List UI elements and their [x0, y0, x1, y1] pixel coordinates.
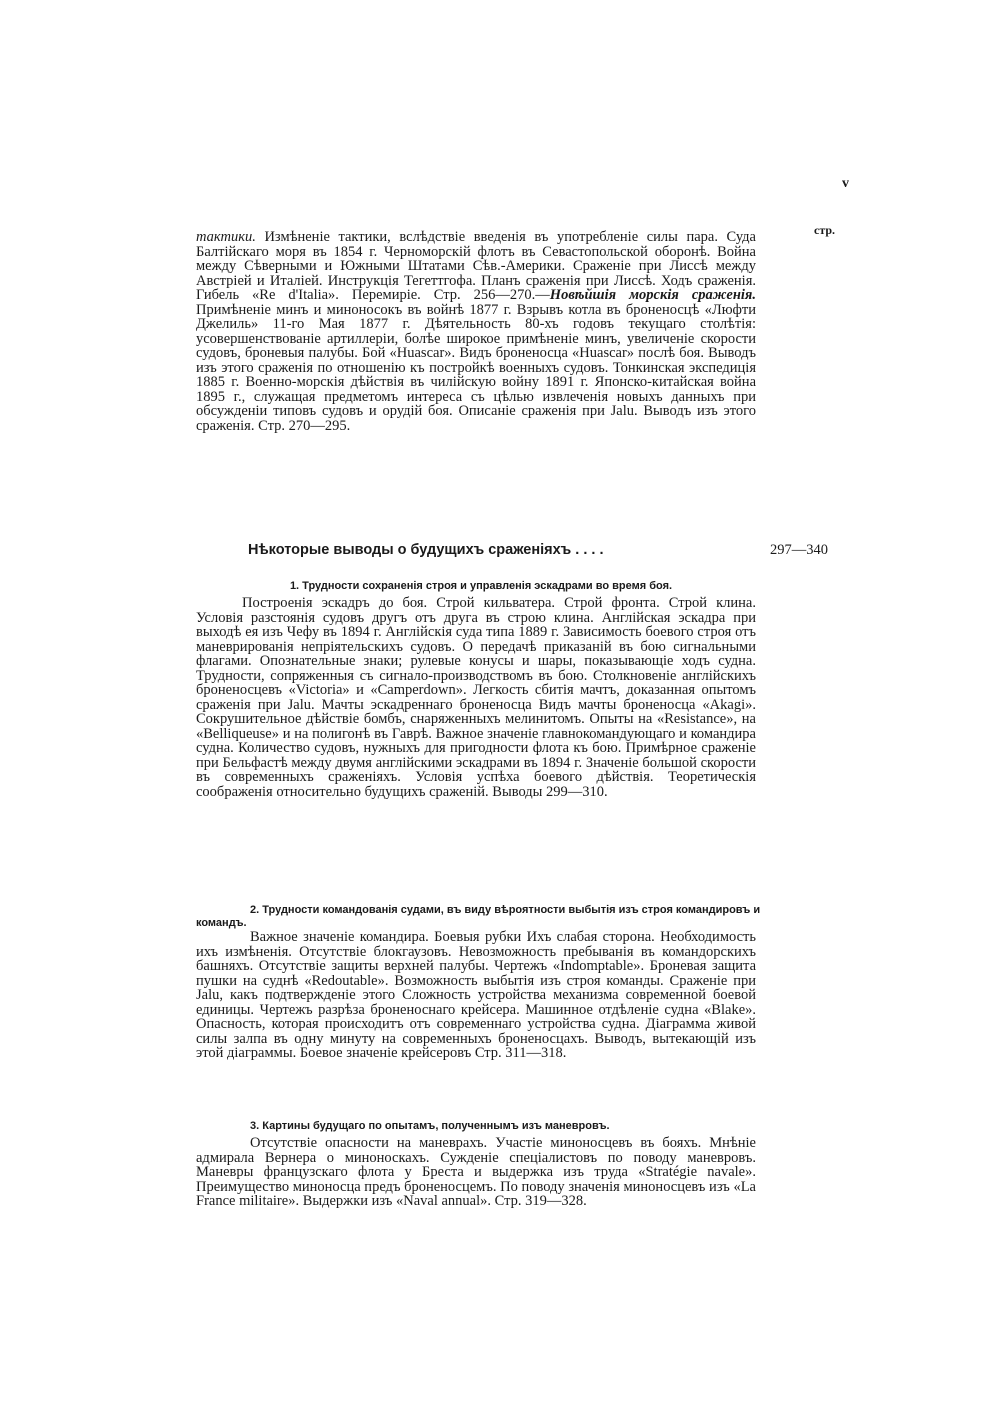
subsection-text-1: Построенія эскадръ до боя. Строй кильватера. Строй фронта. Строй клина. Условія разстоянія судовъ другъ отъ друга въ строю клина. Англійская эскадра при выходѣ ея изъ Чефу въ 1894 г. Англійскія суда типа 1889 г. Зависимость боевого строя отъ маневрированія непріятельскихъ судовъ. О передачѣ приказаній въ бою сигнальными флагами. Опознательные знаки; рулевые конусы и шары, показывающіе ходъ судна. Трудности, сопряженныя съ сигнало-производствомъ въ бою. Столкновеніе англійскихъ броненосцевъ «Victoria» и «Camperdown». Легкость сбитія мачтъ, доказанная опытомъ сраженія при Jalu. Мачты эскадреннаго броненосца Видъ мачты броненосца «Akagi». Сокрушительное дѣйствіе бомбъ, снаряженныхъ мелинитомъ. Опыты на «Resistance», на «Belliqueuse» и на полигонѣ въ Гаврѣ. Важное значеніе главнокомандующаго и командира судна. Количество судовъ, нужныхъ для пригодности флота къ бою. Примѣрное сраженіе при Бельфастѣ между двумя англійскими эскадрами въ 1894 г. Значеніе большой скорости въ современныхъ сраженіяхъ. Условія успѣха боевого дѣйствія. Теоретическія соображенія относительно будущихъ сраженій. Выводы 299—310.: [196, 595, 756, 800]
subsection-text-2: Важное значеніе командира. Боевыя рубки Ихъ слабая сторона. Необходимость ихъ измѣненія. Отсутствіе блокгаузовъ. Невозможность пребыванія въ командорскихъ башняхъ. Отсутствіе защиты верхней палубы. Чертежъ «Indomptable». Броневая защита пушки на суднѣ «Redoutable». Возможность выбытія изъ строя команды. Сраженіе при Jalu, какъ подтвержденіе этого Сложность устройства механизма современной боевой единицы. Чертежъ разрѣза броненоснаго крейсера. Машинное отдѣленіе судна «Blake». Опасность, которая происходитъ отъ современнаго устройства судна. Діаграмма живой силы залпа въ одну минуту на современныхъ броненосцахъ. Выводъ, вытекающій изъ этой діаграммы. Боевое значеніе крейсеровъ Стр. 311—318.: [196, 929, 756, 1061]
intro-emphasis: Новѣйшія морскія сраженія.: [549, 287, 756, 303]
intro-paragraph: [196, 230, 756, 433]
page-number: v: [842, 176, 849, 191]
subsection-heading-2: 2. Трудности командованія судами, въ виду вѣроятности выбытія изъ строя командировъ и командъ.: [196, 904, 761, 929]
subsection-text-3: Отсутствіе опасности на маневрахъ. Участіе миноносцевъ въ бояхъ. Мнѣніе адмирала Вернера о миноноскахъ. Сужденіе спеціалистовъ по поводу маневровъ. Маневры французскаго флота у Бреста и выдержка изъ труда «Stratégie navale». Преимущество миноносца предъ броненосцемъ. По поводу значенія миноносцевъ изъ «La France militaire». Выдержки изъ «Naval annual». Стр. 319—328.: [196, 1135, 756, 1209]
intro-text-a: Измѣненіе тактики, вслѣдствіе введенія въ употребленіе силы пара. Суда Балтійскаго моря въ 1854 г. Черноморскій флотъ въ Севастопольской оборонѣ. Война между Сѣверными и Южными Штатами Сѣв.-Америки. Сраженіе при Лиссѣ между Австріей и Италіей. Инструкція Тегеттгофа. Планъ сраженія при Лиссѣ. Ходъ сраженія. Гибель «Re d'Italia». Перемиріе. Стр. 256—270.—: [196, 229, 756, 303]
section-heading-row: [248, 542, 838, 558]
section-title: Нѣкоторые выводы о будущихъ сраженіяхъ . . . .: [248, 542, 604, 558]
intro-lead: тактики.: [196, 229, 256, 245]
page-column-label: стр.: [814, 223, 836, 237]
subsection-heading-1: 1. Трудности сохраненія строя и управленія эскадрами во время боя.: [289, 580, 673, 592]
subsection-heading-3: 3. Картины будущаго по опытамъ, полученнымъ изъ маневровъ.: [250, 1120, 610, 1132]
section-page-range: 297—340: [770, 542, 828, 558]
intro-text-b: Примѣненіе минъ и миноносокъ въ войнѣ 1877 г. Взрывъ котла въ броненосцѣ «Люфти Джелиль» 11-го Мая 1877 г. Дѣятельность 80-хъ годовъ текущаго столѣтія: усовершенствованіе артиллеріи, болѣе широкое примѣненіе минъ, увеличеніе скорости судовъ, броневыя палубы. Бой «Huascar». Видъ броненосца «Huascar» послѣ боя. Выводъ изъ этого сраженія по отношенію къ постройкѣ военныхъ судовъ. Тонкинская экспедиція 1885 г. Военно-морскія дѣйствія въ чилійскую войну 1891 г. Японско-китайская война 1895 г., служащая предметомъ интереса съ цѣлью извлеченія новыхъ данныхъ при обсужденіи типовъ судовъ и орудій боя. Описаніе сраженія при Jalu. Выводъ изъ этого сраженія. Стр. 270—295.: [196, 301, 756, 434]
